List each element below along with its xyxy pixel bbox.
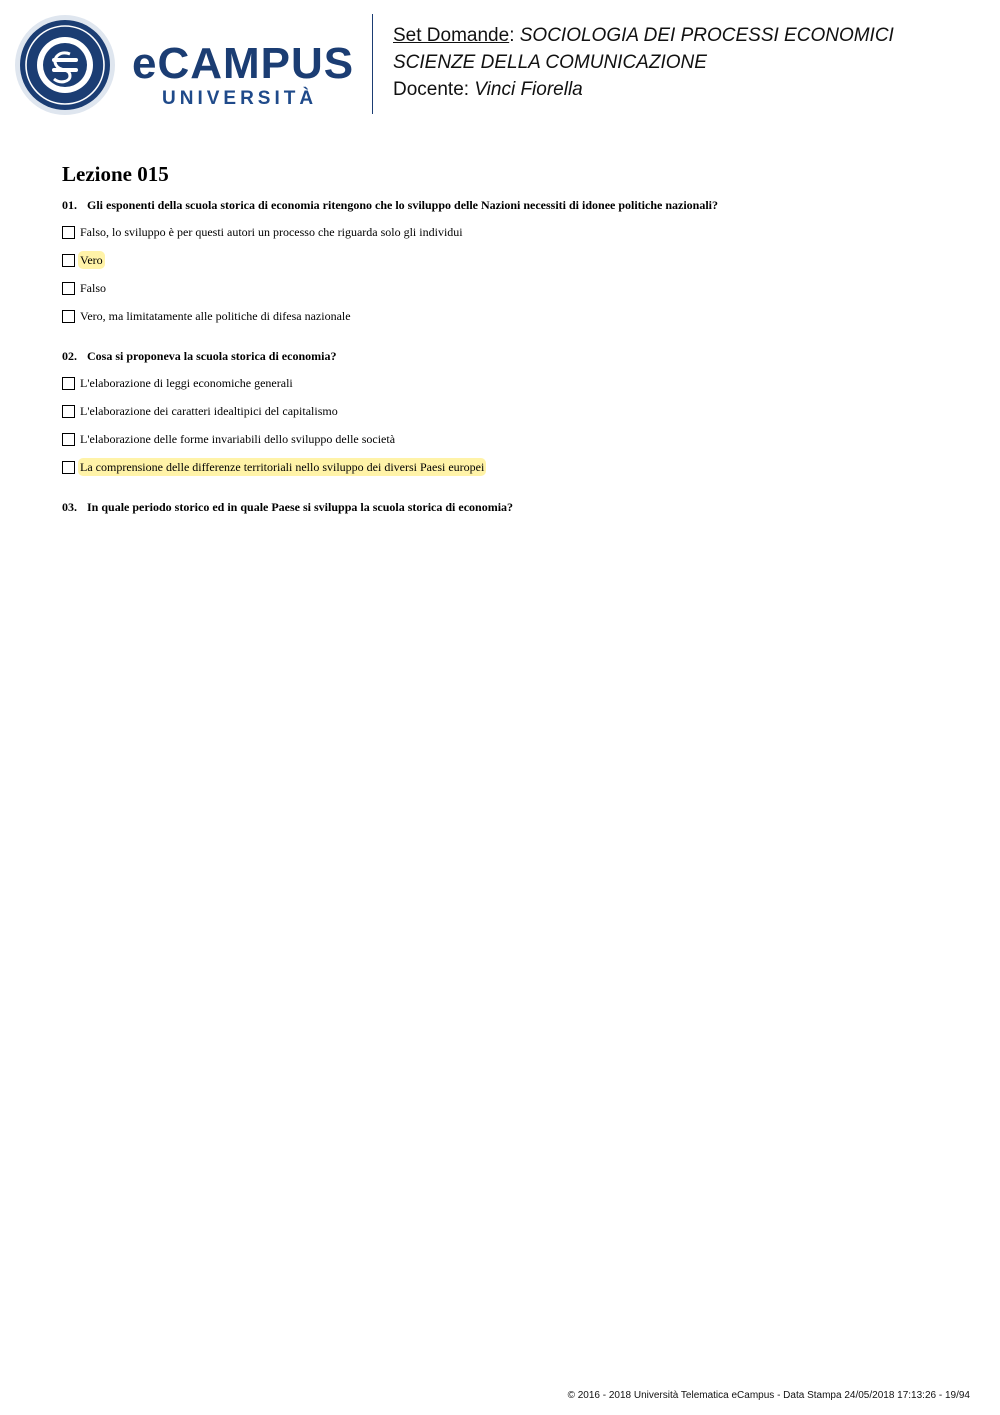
checkbox[interactable] <box>62 461 75 474</box>
question-3 <box>62 500 513 515</box>
teacher-line <box>393 76 993 103</box>
checkbox[interactable] <box>62 433 75 446</box>
set-label: Set Domande <box>393 25 510 46</box>
checkbox[interactable] <box>62 226 75 239</box>
option-text: L'elaborazione delle forme invariabili dello sviluppo delle società <box>80 432 396 446</box>
option-text: Falso <box>80 281 107 295</box>
ecampus-seal-logo <box>14 14 116 116</box>
header-divider <box>372 14 373 114</box>
answer-option[interactable] <box>62 222 465 242</box>
option-text: Falso, lo sviluppo è per questi autori un processo che riguarda solo gli individui <box>80 225 463 239</box>
course-line-2 <box>393 49 993 76</box>
question-text: Cosa si proponeva la scuola storica di economia? <box>87 349 337 363</box>
answer-option[interactable] <box>62 373 295 393</box>
ecampus-wordmark <box>132 40 357 112</box>
option-text-highlighted: Vero <box>80 253 103 267</box>
page-footer: © 2016 - 2018 Università Telematica eCampus - Data Stampa 24/05/2018 17:13:26 - 19/94 <box>567 1390 970 1401</box>
answer-option-correct[interactable] <box>62 457 486 477</box>
logo-brand-text: eCAMPUS <box>132 39 355 88</box>
answer-option[interactable] <box>62 401 340 421</box>
question-1 <box>62 198 718 213</box>
answer-option[interactable] <box>62 278 108 298</box>
option-text: Vero, ma limitatamente alle politiche di difesa nazionale <box>80 309 351 323</box>
question-text: In quale periodo storico ed in quale Paese si sviluppa la scuola storica di economia? <box>87 500 514 514</box>
question-text: Gli esponenti della scuola storica di economia ritengono che lo sviluppo delle Nazioni necessiti di idonee politiche nazionali? <box>87 198 719 212</box>
answer-option[interactable] <box>62 429 397 449</box>
option-text: L'elaborazione dei caratteri idealtipici del capitalismo <box>80 404 338 418</box>
answer-option-correct[interactable] <box>62 250 105 270</box>
checkbox[interactable] <box>62 377 75 390</box>
course-info <box>393 22 993 103</box>
answer-option[interactable] <box>62 306 353 326</box>
option-text-highlighted: La comprensione delle differenze territoriali nello sviluppo dei diversi Paesi europei <box>80 460 485 474</box>
checkbox[interactable] <box>62 310 75 323</box>
checkbox[interactable] <box>62 254 75 267</box>
page-header <box>0 0 1000 130</box>
question-number: 03. <box>62 500 77 514</box>
logo-subtitle-text: UNIVERSITÀ <box>162 88 318 109</box>
checkbox[interactable] <box>62 405 75 418</box>
question-number: 01. <box>62 198 77 212</box>
course-line-1: Set Domande: SOCIOLOGIA DEI PROCESSI ECONOMICI <box>393 25 894 46</box>
course-degree: SCIENZE DELLA COMUNICAZIONE <box>393 52 707 73</box>
teacher-name: Vinci Fiorella <box>474 79 583 100</box>
question-number: 02. <box>62 349 77 363</box>
option-text: L'elaborazione di leggi economiche generali <box>80 376 293 390</box>
question-2 <box>62 349 336 364</box>
teacher-label: Docente: <box>393 79 470 100</box>
checkbox[interactable] <box>62 282 75 295</box>
course-name: SOCIOLOGIA DEI PROCESSI ECONOMICI <box>519 25 894 46</box>
lesson-title: Lezione 015 <box>62 162 169 186</box>
